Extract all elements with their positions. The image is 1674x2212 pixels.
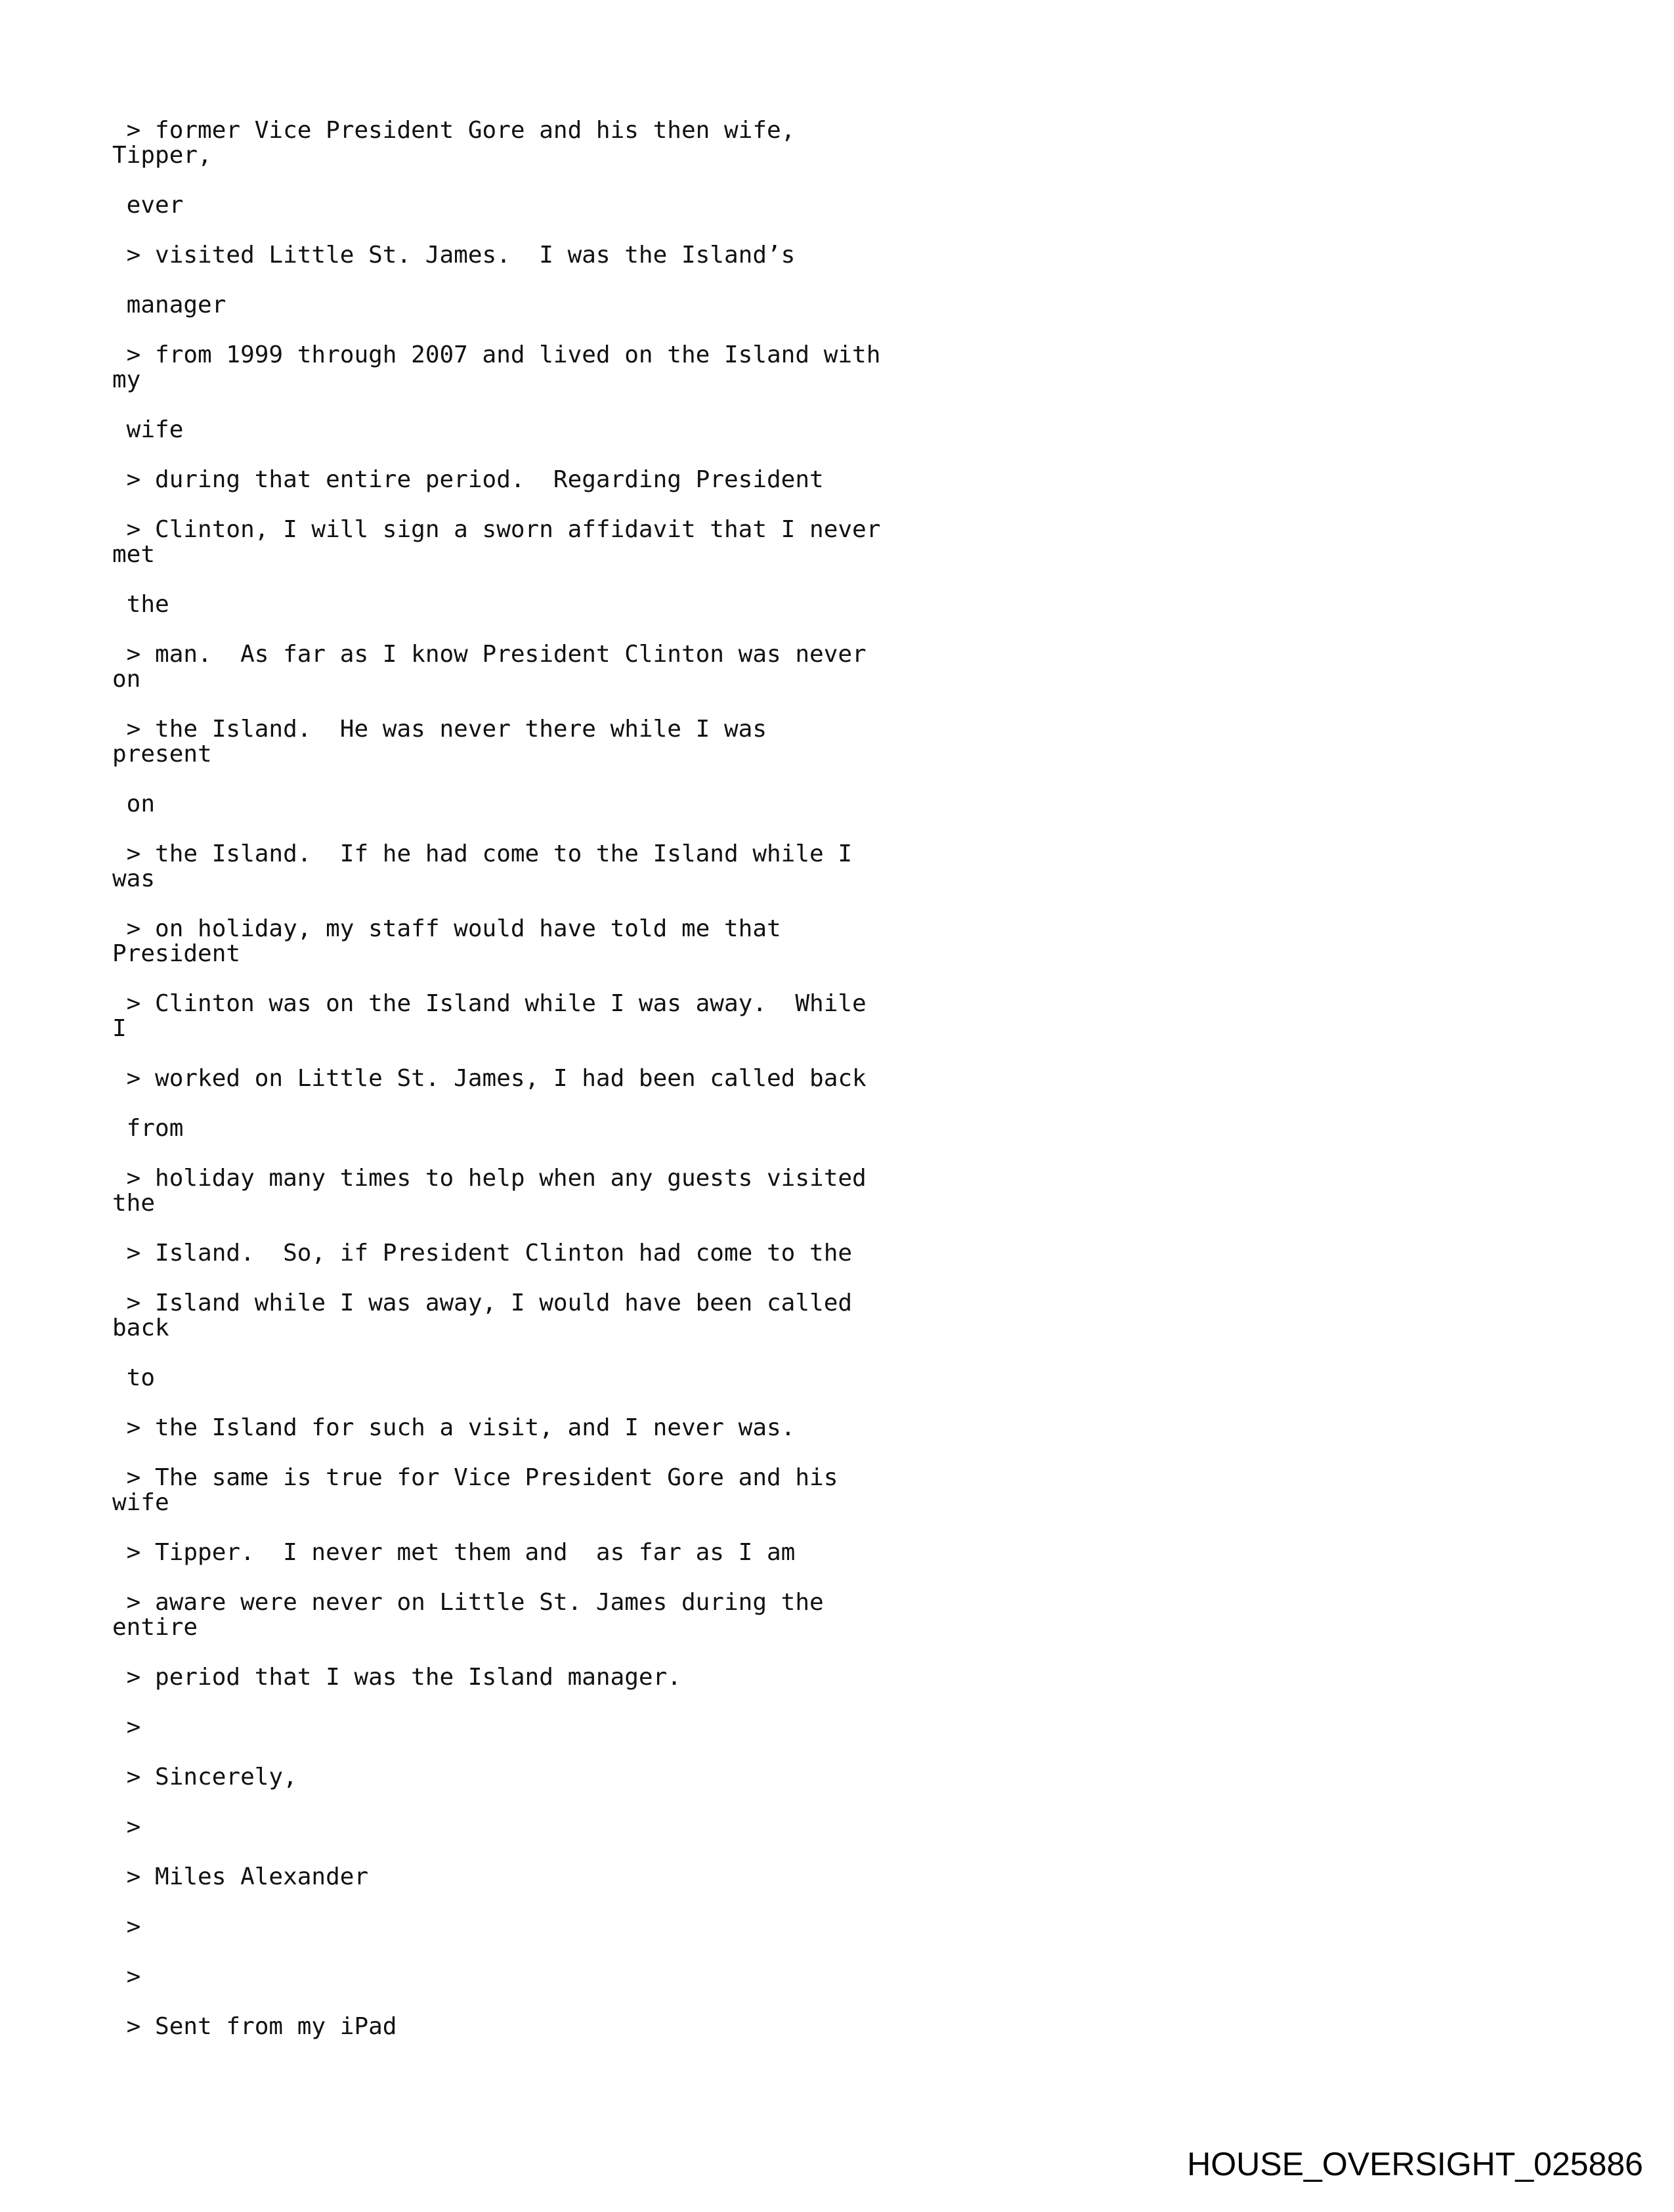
email-text-line: Tipper, — [112, 142, 212, 169]
email-text-line: > — [112, 1813, 141, 1840]
email-text-block — [112, 1166, 1031, 1216]
email-text-block — [112, 193, 1031, 218]
email-quoted-body — [112, 118, 1031, 2064]
email-text-line: > Clinton was on the Island while I was away. While — [112, 990, 867, 1017]
email-text-block — [112, 1416, 1031, 1441]
email-text-line: the — [112, 1190, 156, 1217]
email-text-block — [112, 991, 1031, 1041]
email-text-line: > — [112, 1963, 141, 1990]
email-text-line: ever — [112, 192, 184, 219]
email-text-line: > Tipper. I never met them and as far as I am — [112, 1539, 796, 1566]
email-text-line: > from 1999 through 2007 and lived on the Island with — [112, 341, 881, 368]
email-text-line: back — [112, 1314, 169, 1341]
email-text-line: > on holiday, my staff would have told me that — [112, 915, 781, 942]
email-text-block — [112, 2014, 1031, 2039]
email-text-line: wife — [112, 1489, 169, 1516]
email-text-block — [112, 1665, 1031, 1690]
email-text-line: > period that I was the Island manager. — [112, 1664, 681, 1691]
bates-number: HOUSE_OVERSIGHT_025886 — [1187, 2146, 1643, 2182]
email-text-block — [112, 1291, 1031, 1341]
email-text-line: > Clinton, I will sign a sworn affidavit that I never — [112, 516, 881, 543]
email-text-line: > worked on Little St. James, I had been called back — [112, 1065, 867, 1092]
email-text-line: wife — [112, 416, 184, 443]
email-text-line: > — [112, 1714, 141, 1741]
email-text-block — [112, 1241, 1031, 1266]
email-text-line: on — [112, 791, 156, 817]
email-text-line: > the Island. If he had come to the Island while I — [112, 840, 853, 867]
email-text-line: entire — [112, 1614, 198, 1641]
email-text-block — [112, 1590, 1031, 1640]
email-text-block — [112, 1116, 1031, 1141]
email-text-line: from — [112, 1115, 184, 1142]
email-text-line: present — [112, 741, 212, 768]
email-text-block — [112, 1915, 1031, 1940]
email-text-block — [112, 842, 1031, 892]
email-text-line: > former Vice President Gore and his then wife, — [112, 117, 796, 144]
email-text-line: the — [112, 591, 169, 618]
email-text-line: my — [112, 366, 141, 393]
email-text-block — [112, 1066, 1031, 1091]
email-text-block — [112, 418, 1031, 443]
email-text-line: > Miles Alexander — [112, 1863, 369, 1890]
email-text-line: > Island while I was away, I would have been called — [112, 1290, 853, 1316]
email-text-block — [112, 1865, 1031, 1890]
email-text-line: on — [112, 666, 141, 693]
email-text-line: was — [112, 865, 156, 892]
email-text-block — [112, 717, 1031, 767]
email-text-line: met — [112, 541, 156, 568]
email-text-line: > Sent from my iPad — [112, 2013, 397, 2040]
email-text-block — [112, 1964, 1031, 1989]
email-text-line: > aware were never on Little St. James during the — [112, 1589, 824, 1616]
email-text-line: to — [112, 1364, 156, 1391]
email-text-line: manager — [112, 292, 226, 318]
email-text-block — [112, 243, 1031, 268]
email-text-block — [112, 293, 1031, 318]
email-text-line: > holiday many times to help when any guests visited — [112, 1165, 867, 1192]
email-text-block — [112, 917, 1031, 966]
email-text-block — [112, 118, 1031, 168]
email-text-block — [112, 792, 1031, 817]
email-text-block — [112, 1765, 1031, 1790]
email-text-line: > visited Little St. James. I was the Island’s — [112, 242, 796, 269]
email-text-block — [112, 1465, 1031, 1515]
email-text-line: > man. As far as I know President Clinton was never — [112, 641, 867, 668]
email-text-block — [112, 343, 1031, 393]
email-text-block — [112, 642, 1031, 692]
email-text-line: President — [112, 940, 241, 967]
email-text-line: > Island. So, if President Clinton had come to the — [112, 1240, 853, 1267]
email-text-line: I — [112, 1015, 127, 1042]
email-text-block — [112, 592, 1031, 617]
email-text-line: > Sincerely, — [112, 1764, 297, 1790]
email-text-block — [112, 517, 1031, 567]
email-text-line: > The same is true for Vice President Gore and his — [112, 1464, 838, 1491]
email-text-line: > the Island for such a visit, and I never was. — [112, 1414, 796, 1441]
email-text-block — [112, 1715, 1031, 1740]
email-text-line: > the Island. He was never there while I was — [112, 716, 767, 743]
email-text-line: > during that entire period. Regarding President — [112, 466, 824, 493]
email-text-block — [112, 467, 1031, 492]
email-text-block — [112, 1366, 1031, 1391]
email-text-block — [112, 1815, 1031, 1840]
email-text-line: > — [112, 1913, 141, 1940]
email-text-block — [112, 1540, 1031, 1565]
